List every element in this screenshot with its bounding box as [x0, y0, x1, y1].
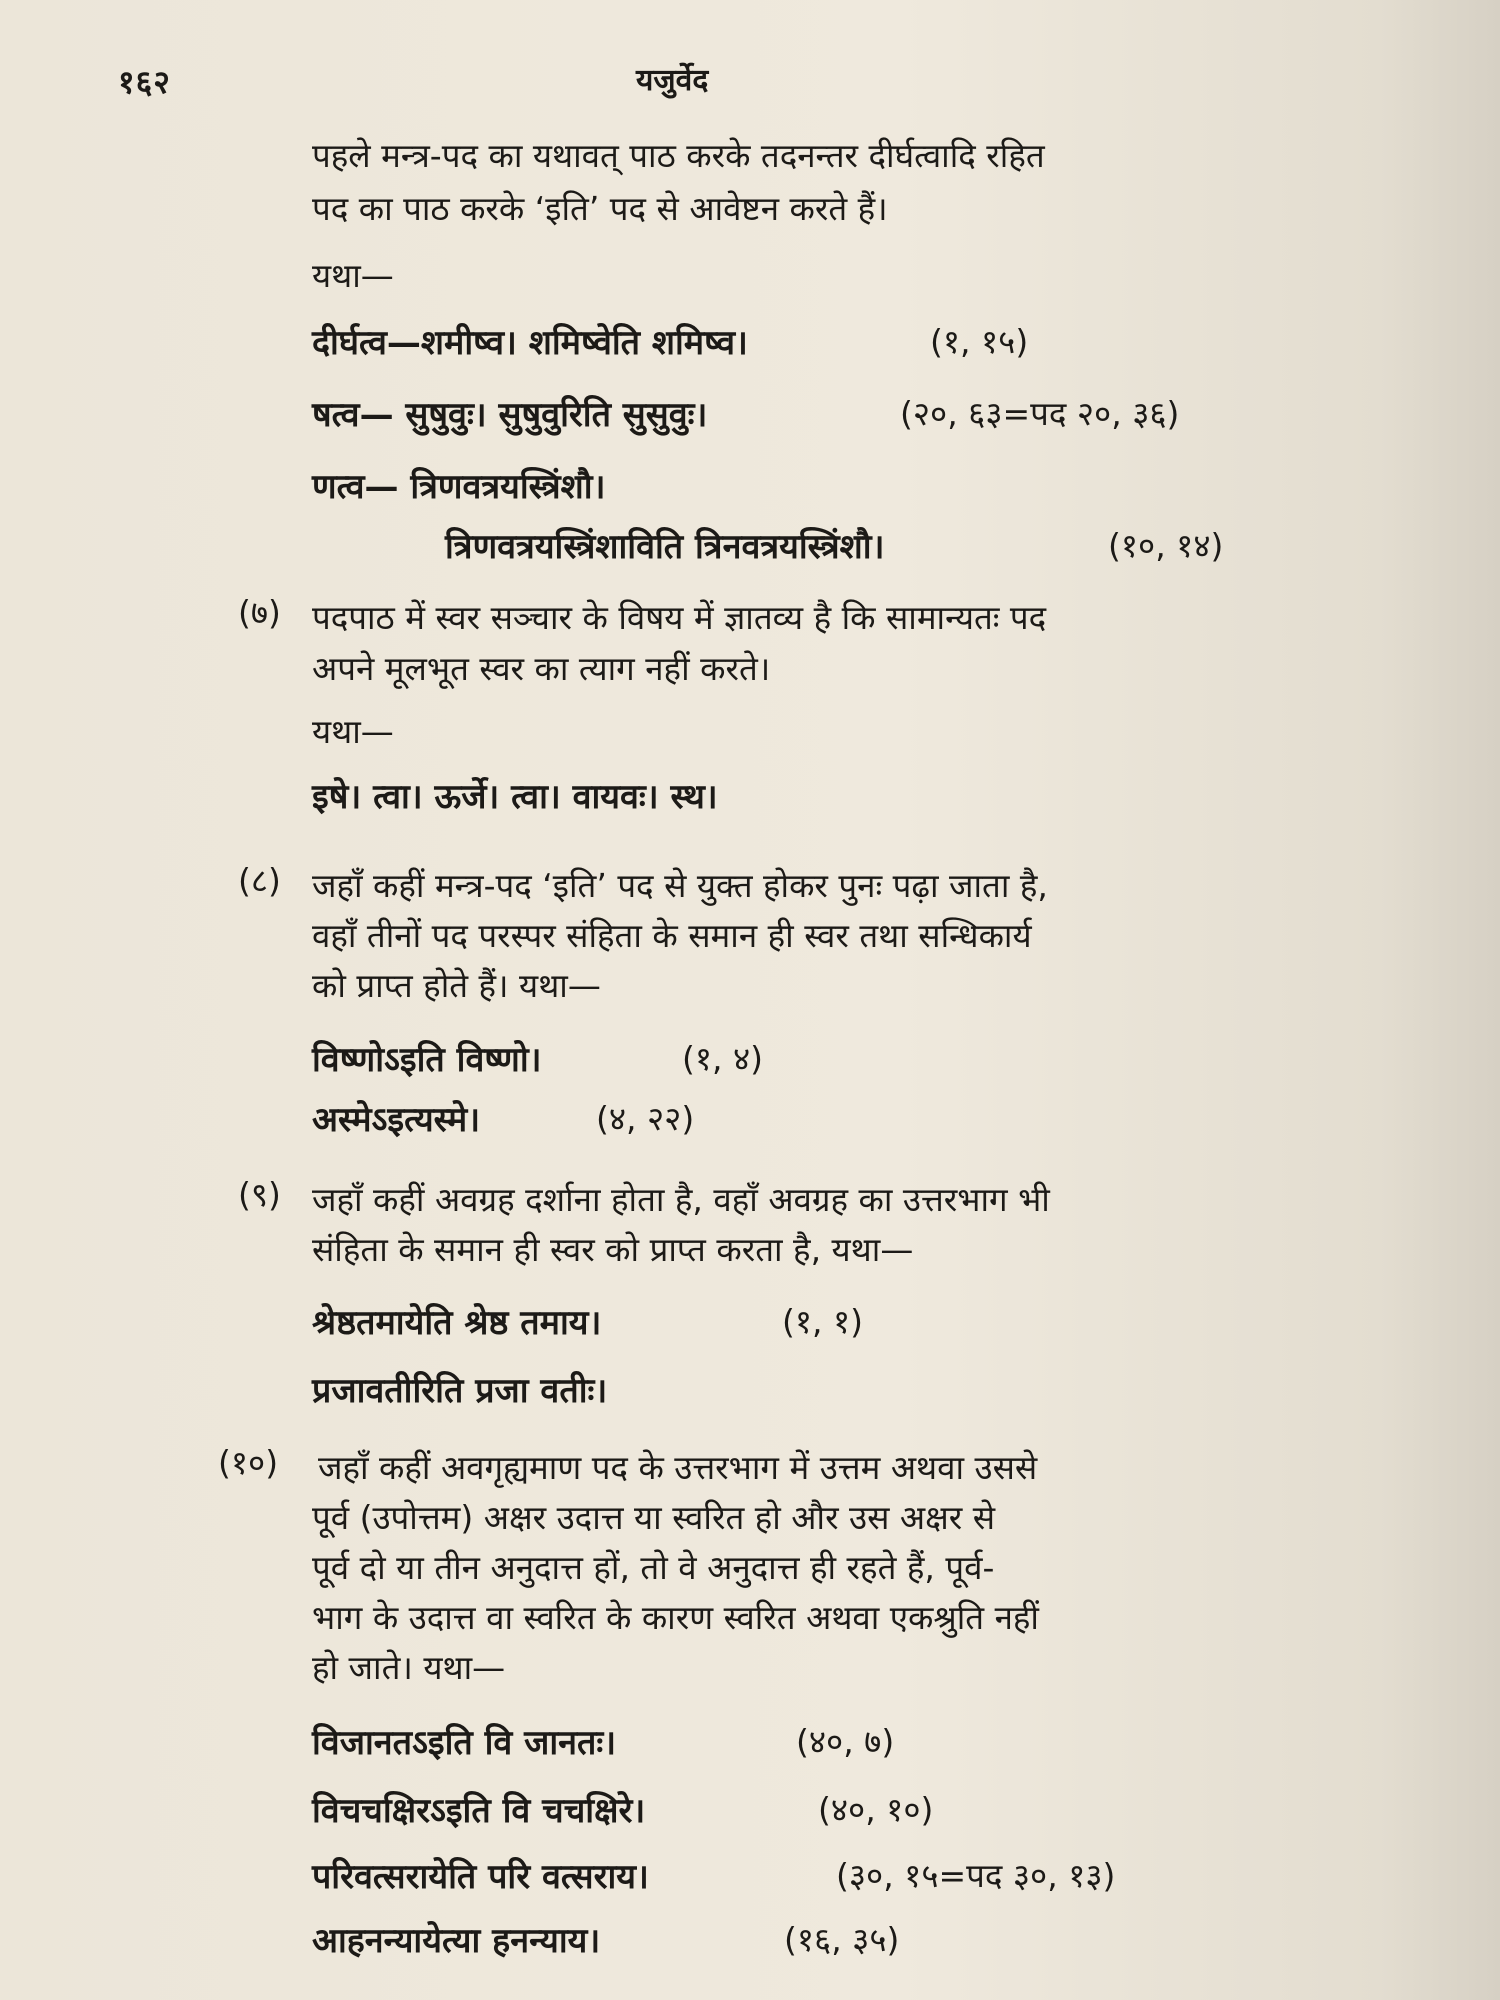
- example-reference: (२०, ६३=पद २०, ३६): [900, 394, 1180, 433]
- example-reference: (४०, १०): [818, 1790, 934, 1829]
- example-text: त्रिणवत्रयस्त्रिंशाविति त्रिनवत्रयस्त्रिंशौ।: [445, 527, 885, 567]
- example-text: आहनन्यायेत्या हनन्याय।: [312, 1921, 601, 1961]
- example-text: विचचक्षिरऽइति वि चचक्षिरे।: [312, 1791, 646, 1831]
- example-text: श्रेष्ठतमायेति श्रेष्ठ तमाय।: [312, 1303, 602, 1343]
- example-text: अस्मेऽइत्यस्मे।: [312, 1100, 481, 1140]
- section-line: को प्राप्त होते हैं। यथा—: [312, 966, 601, 1005]
- section-line: जहाँ कहीं मन्त्र-पद ‘इति’ पद से युक्त होकर पुनः पढ़ा जाता है,: [312, 866, 1048, 905]
- section-line: पदपाठ में स्वर सञ्चार के विषय में ज्ञातव्य है कि सामान्यतः पद: [312, 598, 1047, 637]
- section-number: (७): [238, 593, 281, 632]
- section-line: हो जाते। यथा—: [312, 1648, 506, 1687]
- section-line: जहाँ कहीं अवगृह्यमाण पद के उत्तरभाग में उत्तम अथवा उससे: [318, 1448, 1038, 1487]
- example-reference: (४०, ७): [796, 1722, 895, 1761]
- intro-line-2: पद का पाठ करके ‘इति’ पद से आवेष्टन करते हैं।: [312, 189, 888, 228]
- section-number: (१०): [218, 1443, 279, 1482]
- example-reference: (१०, १४): [1108, 526, 1224, 565]
- page-title: यजुर्वेद: [636, 63, 709, 98]
- example-text: दीर्घत्व—शमीष्व। शमिष्वेति शमिष्व।: [312, 323, 748, 363]
- yatha-label: यथा—: [312, 712, 394, 751]
- example-text: षत्व— सुषुवुः। सुषुवुरिति सुसुवुः।: [312, 395, 708, 435]
- section-line: पूर्व (उपोत्तम) अक्षर उदात्त या स्वरित हो और उस अक्षर से: [312, 1498, 996, 1537]
- example-reference: (४, २२): [596, 1099, 695, 1138]
- example-reference: (१६, ३५): [784, 1920, 900, 1959]
- section-line: पूर्व दो या तीन अनुदात्त हों, तो वे अनुदात्त ही रहते हैं, पूर्व-: [312, 1548, 995, 1587]
- example-text: णत्व— त्रिणवत्रयस्त्रिंशौ।: [312, 467, 606, 507]
- section-line: अपने मूलभूत स्वर का त्याग नहीं करते।: [312, 649, 771, 688]
- page-number: १६२: [118, 63, 171, 101]
- example-reference: (३०, १५=पद ३०, १३): [836, 1856, 1116, 1895]
- yatha-label: यथा—: [312, 256, 394, 295]
- example-text: विजानतऽइति वि जानतः।: [312, 1723, 617, 1763]
- example-text: इषे। त्वा। ऊर्जे। त्वा। वायवः। स्थ।: [312, 777, 718, 817]
- section-number: (८): [238, 861, 281, 900]
- example-reference: (१, १): [782, 1302, 864, 1341]
- example-reference: (१, १५): [930, 322, 1029, 361]
- section-line: वहाँ तीनों पद परस्पर संहिता के समान ही स्वर तथा सन्धिकार्य: [312, 916, 1032, 955]
- example-text: प्रजावतीरिति प्रजा वतीः।: [312, 1371, 608, 1411]
- section-line: भाग के उदात्त वा स्वरित के कारण स्वरित अथवा एकश्रुति नहीं: [312, 1598, 1039, 1637]
- section-line: जहाँ कहीं अवग्रह दर्शाना होता है, वहाँ अवग्रह का उत्तरभाग भी: [312, 1180, 1050, 1219]
- intro-line-1: पहले मन्त्र-पद का यथावत् पाठ करके तदनन्तर दीर्घत्वादि रहित: [312, 136, 1045, 175]
- example-text: परिवत्सरायेति परि वत्सराय।: [312, 1857, 649, 1897]
- example-reference: (१, ४): [682, 1039, 764, 1078]
- section-line: संहिता के समान ही स्वर को प्राप्त करता है, यथा—: [312, 1230, 914, 1269]
- section-number: (९): [238, 1175, 281, 1214]
- example-text: विष्णोऽइति विष्णो।: [312, 1040, 542, 1080]
